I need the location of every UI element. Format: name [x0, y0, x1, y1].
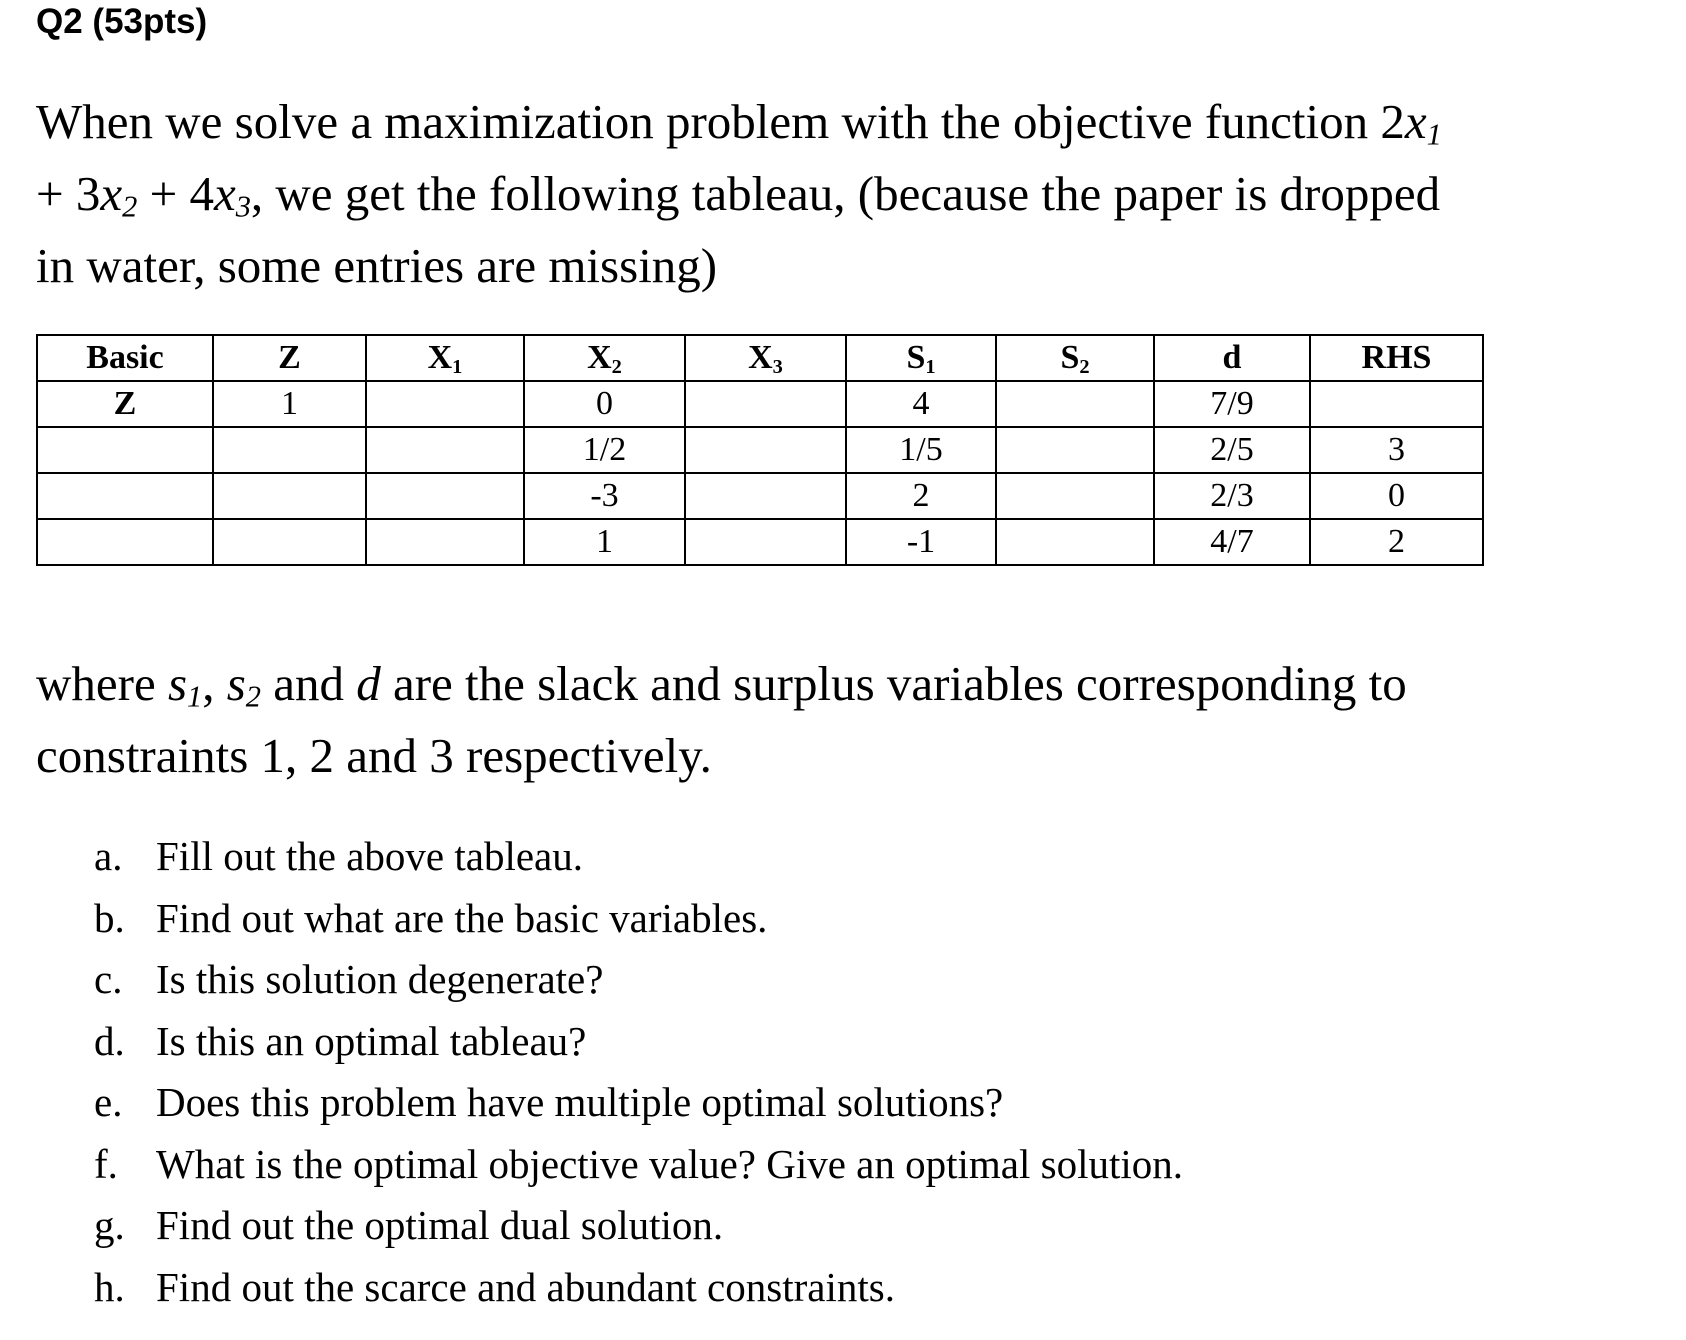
table-cell: 0 [524, 381, 685, 427]
var-x2 [100, 166, 138, 224]
problem-statement [36, 86, 1596, 302]
table-row [37, 519, 1483, 565]
var-s1-symbol: s [167, 656, 188, 711]
var-s2-subscript: 2 [245, 679, 261, 714]
table-cell: 2/5 [1154, 427, 1310, 473]
table-cell [685, 381, 846, 427]
item-text: Does this problem have multiple optimal solutions? [156, 1079, 1004, 1125]
item-text: Fill out the above tableau. [156, 833, 583, 879]
item-letter: b. [94, 894, 125, 941]
definition-rest: are the slack and surplus variables corresponding to [380, 656, 1407, 711]
coef-4: + 4 [137, 166, 214, 221]
table-cell [37, 427, 213, 473]
table-cell [366, 519, 524, 565]
header-x1: $X_1$ [366, 335, 524, 381]
item-letter: a. [94, 833, 123, 879]
header-s2: $S_2$ [996, 335, 1154, 381]
table-cell [366, 473, 524, 519]
table-cell: 2/3 [1154, 473, 1310, 519]
statement-line-1 [36, 86, 1596, 158]
table-cell [366, 427, 524, 473]
header-z: Z [213, 335, 366, 381]
header-d: d [1154, 335, 1310, 381]
var-x1 [1404, 94, 1442, 152]
table-cell [996, 427, 1154, 473]
statement-line-3: in water, some entries are missing) [36, 238, 718, 293]
var-d: d [356, 656, 381, 711]
table-cell: 0 [1310, 473, 1483, 519]
item-text: Is this an optimal tableau? [156, 1017, 587, 1064]
item-text: What is the optimal objective value? Give an optimal solution. [156, 1140, 1184, 1187]
table-cell: 4 [846, 381, 996, 427]
table-cell: 2 [846, 473, 996, 519]
statement-line-1-text: When we solve a maximization problem with the objective function 2 [36, 94, 1405, 149]
item-text: Find out what are the basic variables. [156, 894, 768, 941]
coef-3: + 3 [36, 166, 101, 221]
table-cell [685, 519, 846, 565]
list-item [94, 1134, 1183, 1196]
var-s2 [226, 656, 261, 714]
var-s2-symbol: s [226, 656, 246, 711]
table-cell [37, 519, 213, 565]
item-letter: e. [94, 1079, 123, 1125]
table-cell: 1 [213, 381, 366, 427]
table-cell [685, 473, 846, 519]
header-basic: Basic [37, 335, 213, 381]
var-x3 [213, 166, 251, 224]
item-letter: h. [94, 1263, 125, 1310]
item-letter: c. [94, 956, 123, 1002]
item-letter: g. [94, 1202, 125, 1248]
definition-and: and [260, 656, 357, 711]
table-row [37, 427, 1483, 473]
table-cell [366, 381, 524, 427]
table-cell [1310, 381, 1483, 427]
definition-comma: , [202, 656, 227, 711]
table-cell [685, 427, 846, 473]
var-s1 [167, 656, 203, 714]
table-cell: 4/7 [1154, 519, 1310, 565]
list-item [94, 888, 1183, 950]
item-text: Is this solution degenerate? [156, 956, 604, 1002]
item-letter: f. [94, 1140, 118, 1187]
tableau-header-row [37, 335, 1483, 381]
var-x1-symbol: x [1404, 94, 1427, 149]
list-item [94, 1011, 1183, 1073]
definition-line-2: constraints 1, 2 and 3 respectively. [36, 728, 712, 783]
table-cell: 3 [1310, 427, 1483, 473]
item-text: Find out the scarce and abundant constraints. [156, 1263, 895, 1310]
list-item [94, 1195, 1183, 1257]
table-cell: 1/2 [524, 427, 685, 473]
table-cell: -3 [524, 473, 685, 519]
question-list [94, 826, 1183, 1318]
table-cell [213, 473, 366, 519]
table-row [37, 381, 1483, 427]
var-x3-subscript: 3 [235, 189, 251, 224]
table-cell [996, 381, 1154, 427]
list-item [94, 1072, 1183, 1134]
table-cell: 1/5 [846, 427, 996, 473]
table-cell: 2 [1310, 519, 1483, 565]
var-x2-subscript: 2 [122, 189, 138, 224]
var-x2-symbol: x [100, 166, 123, 221]
table-cell [996, 473, 1154, 519]
header-s1: $S_1$ [846, 335, 996, 381]
var-x1-subscript: 1 [1426, 117, 1442, 152]
definition-where: where [36, 656, 168, 711]
table-cell: Z [37, 381, 213, 427]
table-cell: 7/9 [1154, 381, 1310, 427]
table-row [37, 473, 1483, 519]
list-item [94, 1257, 1183, 1319]
statement-line-2-rest: , we get the following tableau, (because the paper is dropped [250, 166, 1441, 221]
item-letter: d. [94, 1017, 125, 1064]
header-rhs: RHS [1310, 335, 1483, 381]
list-item [94, 826, 1183, 888]
definition-line-1 [36, 648, 1616, 720]
table-cell: 1 [524, 519, 685, 565]
table-cell [37, 473, 213, 519]
statement-line-2 [36, 158, 1596, 230]
item-text: Find out the optimal dual solution. [156, 1202, 724, 1248]
variable-definition [36, 648, 1616, 792]
simplex-tableau [36, 334, 1484, 566]
table-cell [213, 519, 366, 565]
var-s1-subscript: 1 [187, 679, 203, 714]
table-cell: -1 [846, 519, 996, 565]
header-x3: $X_3$ [685, 335, 846, 381]
table-cell [996, 519, 1154, 565]
question-heading: Q2 (53pts) [36, 2, 208, 41]
header-x2: $X_2$ [524, 335, 685, 381]
var-x3-symbol: x [213, 166, 236, 221]
table-cell [213, 427, 366, 473]
list-item [94, 949, 1183, 1011]
